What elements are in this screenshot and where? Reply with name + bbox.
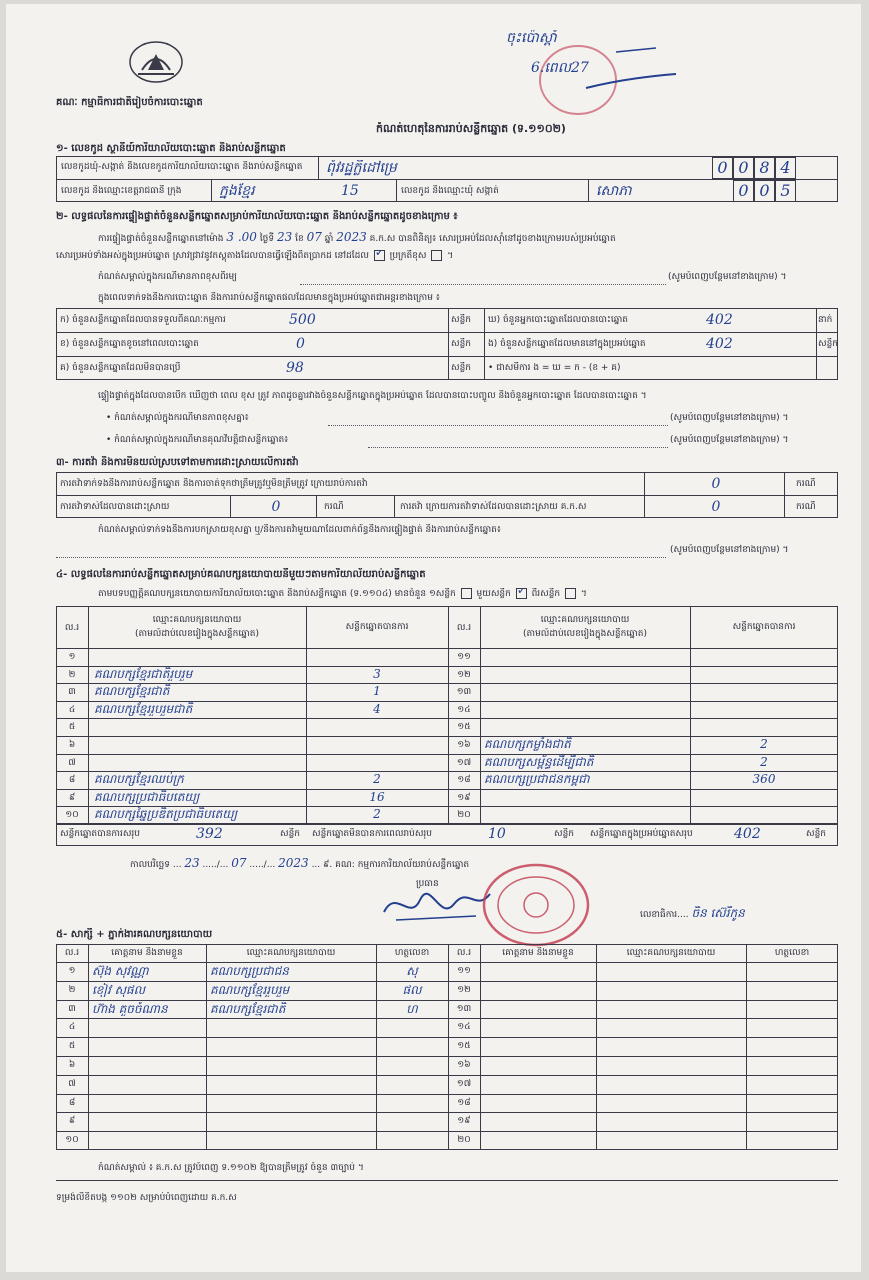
code1-digit-4: 4 (775, 157, 796, 179)
date-line: កាលបរិច្ឆេទ ... 23 ...../... 07 ...../... 2023 ... ៩. គណ: កម្មការការិយាល័យរាប់សន្លឹកឆ្នោត (130, 856, 470, 870)
count-row-c-unit: សន្លឹក (451, 363, 471, 373)
section2-line1: ការផ្ទៀងផ្ទាត់ចំនួនសន្លឹកឆ្នោតនៅម៉ោង 3 .00 ថ្ងៃទី 23 ខែ 07 ឆ្នាំ 2023 គ.ក.ស បានពិនិត្យ៖ សោរប្រអប់ដែលស៊ាំនៅដូចខាងក្រោមរបស់ប្រអប់ឆ្នោត (98, 230, 616, 244)
results-row-party: គណបក្សខ្មែរជាតិ (94, 684, 170, 699)
results-row-no: ១៤ (457, 704, 471, 715)
witness-row-signature: ផល (402, 982, 422, 997)
section1-row2-value2: សោភា (596, 183, 632, 199)
code1-digit-1: 0 (712, 157, 733, 179)
count-row-d-label: ឃ) ចំនួនអ្នកបោះឆ្នោតដែលបានបោះឆ្នោត (488, 315, 628, 325)
witness-col-no-right: ល.រ (456, 948, 472, 958)
results-row-party: គណបក្សខ្មែរឈប់ក្រ (94, 772, 184, 787)
witness-col-party-right: ឈ្មោះគណបក្សនយោបាយ (626, 948, 716, 958)
section2-line3-tail: (សូមបំពេញបន្ថែមនៅខាងក្រោម) ។ (668, 272, 787, 282)
results-col-no-right: ល.រ (456, 623, 472, 633)
total-box-label: សន្លឹកឆ្នោតក្នុងប្រអប់ឆ្នោតសរុប (590, 829, 693, 839)
count-row-a-value: 500 (289, 312, 316, 328)
check-year: 2023 (336, 230, 367, 244)
complaint-row1-label: ការតវ៉ាទាក់ទងនឹងការរាប់សន្លឹកឆ្នោត និងការចាត់ទុកថាត្រឹមត្រូវឬមិនត្រឹមត្រូវ ក្រោយរាប់ការតវ៉ា (60, 479, 368, 489)
code2-digit-1: 0 (733, 180, 754, 202)
results-col-votes-right: សន្លឹកឆ្នោតបានការ (732, 622, 796, 632)
witness-row-party: គណបក្សខ្មែររួបរួម (210, 982, 290, 997)
section2-line4: ក្នុងពេលទាក់ទងនឹងការបោះឆ្នោត និងការរាប់សន្លឹកឆ្នោតផលដែលមានក្នុងប្រអប់ឆ្នោតជាអន្តរខាងក្រោម ៖ (98, 293, 440, 303)
count-row-d-value: 402 (706, 312, 733, 328)
count-row-e-value: 402 (706, 336, 733, 352)
section2-bullet2: • កំណត់សម្គាល់ក្នុងករណីមានគុណវិបត្តិជាសន្លឹកឆ្នោត៖ (106, 435, 289, 445)
witness-row-no: ២ (68, 984, 76, 995)
count-row-c-label: គ) ចំនួនសន្លឹកឆ្នោតដែលមិនបានប្រើ (60, 363, 181, 373)
date-day: 23 (184, 856, 200, 870)
witness-col-sig-right: ហត្ថលេខា (774, 948, 810, 958)
results-row-no: ២ (68, 669, 76, 680)
seal-broken-checkbox[interactable] (431, 250, 442, 261)
results-col-party-sub-right: (តាមលំដាប់លេខរៀងក្នុងសន្លឹកឆ្នោត) (523, 629, 647, 639)
witness-row-no: ៦ (68, 1060, 76, 1070)
witness-row-signature: សុ (406, 964, 418, 978)
count-row-b-value: 0 (296, 336, 305, 352)
section2-title: ២- លទ្ធផលនៃការផ្ទៀងផ្ទាត់ចំនួនសន្លឹកឆ្នោតសម្រាប់ការិយាល័យបោះឆ្នោត និងរាប់សន្លឹកឆ្នោតដូចខាងក្រោម ៖ (56, 211, 458, 222)
results-row-no: ២០ (457, 810, 471, 821)
date-month: 07 (231, 856, 247, 870)
witness-row-no: ១ (68, 966, 76, 976)
section1-row1-label: លេខកូដឃុំ-សង្កាត់ និងលេខកូដការិយាល័យបោះឆ្នោត និងរាប់សន្លឹកឆ្នោត (61, 162, 303, 172)
results-row-no: ៩ (68, 792, 76, 803)
results-row-votes: 2 (760, 737, 768, 751)
count-row-a-label: ក) ចំនួនសន្លឹកឆ្នោតដែលបានទទួលពីគណៈកម្មការ (60, 315, 226, 325)
count-row-c-value: 98 (286, 360, 304, 376)
complaint-row2-value2: 0 (711, 499, 721, 515)
results-row-party: គណបក្សប្រជាជនកម្ពុជា (484, 772, 590, 787)
results-row-no: ៣ (68, 687, 76, 698)
section5-title: ៥- សាក្សី + ភ្នាក់ងារគណបក្សនយោបាយ (56, 929, 213, 940)
check-time: 3 .00 (226, 230, 257, 244)
witness-row-party: គណបក្សខ្មែរជាតិ (210, 1001, 286, 1016)
count-row-e-label: ង) ចំនួនសន្លឹកឆ្នោតដែលមាននៅក្នុងប្រអប់ឆ្នោត (488, 339, 646, 349)
results-row-party: គណបក្សកម្លាំងជាតិ (484, 737, 571, 751)
secretary-label: លេខាធិការ.... ចិន ស៊េរីកូន (640, 906, 745, 920)
code1-digit-3: 8 (754, 157, 775, 179)
results-col-party-left: ឈ្មោះគណបក្សនយោបាយ (152, 615, 242, 625)
witness-row-no: ១៩ (457, 1116, 471, 1127)
count-row-b-unit: សន្លឹក (451, 339, 471, 349)
witness-row-no: ៤ (68, 1022, 76, 1033)
results-row-votes: 3 (373, 666, 381, 681)
secretary-name: ចិន ស៊េរីកូន (691, 906, 745, 920)
count-row-e-unit: សន្លឹក (818, 339, 838, 349)
total-box-value: 402 (734, 826, 761, 842)
total-valid-unit: សន្លឹក (280, 829, 300, 839)
stamp-value: 6.ពេល27 (531, 60, 589, 76)
form-title: កំណត់ហេតុនៃការរាប់សន្លឹកឆ្នោត (ទ.១១០២) (376, 122, 566, 135)
witness-row-no: ១៨ (457, 1097, 471, 1108)
section2-bullet1: • កំណត់សម្គាល់ក្នុងករណីមានភាពខុសគ្នា៖ (106, 413, 249, 423)
witness-row-no: ២០ (457, 1135, 471, 1146)
count-row-d-unit: នាក់ (818, 315, 833, 325)
section1-row2-num: 15 (341, 183, 359, 199)
results-row-party: គណបក្សខ្មែររួបរួមជាតិ (94, 701, 193, 716)
results-row-no: ១៧ (456, 757, 472, 768)
results-row-no: ១៩ (457, 792, 471, 803)
witness-row-no: ១៦ (457, 1060, 471, 1070)
complaint-row2-unit: ករណី (324, 502, 344, 512)
check-day: 23 (276, 230, 293, 244)
section1-row2-value1: ក្នុងខ្មែរ (219, 183, 255, 199)
results-row-no: ១ (68, 652, 76, 662)
count-formula: • ជាសមីការ ង = ឃ = ក - (ខ + គ) (488, 363, 621, 373)
results-row-no: ៨ (68, 775, 76, 786)
section2-bullet1-tail: (សូមបំពេញបន្ថែមនៅខាងក្រោម) ។ (670, 413, 789, 423)
results-row-votes: 2 (760, 754, 768, 769)
one-sheet-checkbox[interactable] (461, 588, 472, 599)
results-row-no: ៤ (68, 704, 76, 715)
section1-title: ១- លេខកូដ ស្ថានីយ៍ការិយាល័យបោះឆ្នោត និងរាប់សន្លឹកឆ្នោត (56, 143, 286, 154)
complaint-row2-label2: ការតវ៉ា ក្រោយការតវ៉ាទាស់ដែលបានដោះស្រាយ គ.ក.ស (400, 502, 587, 512)
results-row-no: ៥ (68, 722, 76, 733)
complaint-row2-label: ការតវ៉ាទាស់ដែលបានដោះស្រាយ (60, 502, 170, 512)
witness-row-no: ៧ (68, 1078, 76, 1089)
section1-row2-label1: លេខកូដ និងឈ្មោះខេត្តរាជធានី ក្រុង (61, 186, 182, 196)
results-row-no: ១៦ (457, 740, 471, 750)
results-col-party-sub-left: (តាមលំដាប់លេខរៀងក្នុងសន្លឹកឆ្នោត) (135, 629, 259, 639)
count-row-a-unit: សន្លឹក (451, 315, 471, 325)
witness-col-name-right: គោត្តនាម និងនាមខ្លួន (502, 948, 574, 958)
section1-row2-label2: លេខកូដ និងឈ្មោះឃុំ សង្កាត់ (401, 186, 499, 196)
results-col-votes-left: សន្លឹកឆ្នោតបានការ (345, 622, 409, 632)
total-box-unit: សន្លឹក (806, 829, 826, 839)
witness-col-name-left: គោត្តនាម និងនាមខ្លួន (111, 948, 183, 958)
witness-row-name: ស៊ុង សុវណ្ណា (92, 964, 149, 978)
code2-digit-2: 0 (754, 180, 775, 202)
section1-row1-value: ពុំវរដ្ឋក្លីដៅម្រេ (326, 160, 397, 176)
witness-row-no: ៥ (68, 1041, 76, 1052)
witness-row-no: ៩ (68, 1116, 76, 1127)
witness-row-signature: ហ (406, 1001, 418, 1016)
results-row-party: គណបក្សសម្ព័ន្ធដើម្បីជាតិ (484, 754, 594, 769)
witness-col-sig-left: ហត្ថលេខា (394, 948, 430, 958)
results-row-votes: 2 (373, 807, 381, 822)
results-row-no: ១៨ (457, 775, 471, 786)
total-valid-label: សន្លឹកឆ្នោតបានការសរុប (60, 829, 140, 839)
results-row-no: ១២ (457, 669, 471, 680)
total-invalid-label: សន្លឹកឆ្នោតមិនបានការពេលរាប់សរុប (312, 829, 432, 839)
stamp-label: ចុះប៉ោស្តាំ (506, 30, 557, 46)
results-row-votes: 2 (373, 772, 381, 787)
results-row-votes: 1 (373, 684, 381, 699)
section2-bullet2-tail: (សូមបំពេញបន្ថែមនៅខាងក្រោម) ។ (670, 435, 789, 445)
section3-note-tail: (សូមបំពេញបន្ថែមនៅខាងក្រោម) ។ (670, 545, 789, 555)
section2-line3: កំណត់សម្គាល់ក្នុងករណីមានភាពខុសពីរម្យ (98, 272, 237, 282)
witness-row-no: ១៥ (457, 1041, 471, 1052)
results-row-party: គណបក្សប្រជាធិបតេយ្យ (94, 789, 200, 804)
complaint-row2-value: 0 (271, 499, 281, 515)
witness-row-no: ១៧ (456, 1078, 472, 1089)
date-year: 2023 (278, 856, 309, 870)
results-row-no: ៧ (68, 757, 76, 768)
complaint-row1-unit: ករណី (796, 479, 816, 489)
witness-row-party: គណបក្សប្រជាជន (210, 964, 289, 978)
results-col-party-right: ឈ្មោះគណបក្សនយោបាយ (540, 615, 630, 625)
total-invalid-value: 10 (488, 826, 506, 842)
section4-title: ៤- លទ្ធផលនៃការរាប់សន្លឹកឆ្នោតសម្រាប់គណបក្សនយោបាយនីមួយៗតាមការិយាល័យរាប់សន្លឹកឆ្នោត (56, 569, 426, 580)
witness-row-no: ១២ (457, 984, 471, 995)
form-page (6, 4, 861, 1272)
section4-intro: តាមបទបញ្ញត្តិគណបក្សនយោបាយការិយាល័យបោះឆ្នោត និងរាប់សន្លឹកឆ្នោត (ទ.១១០៤) មានចំនួន ១សន្លឹក មួយសន្លឹក ✓ ពីរសន្លឹក ។ (98, 588, 838, 600)
emblem-icon (128, 40, 184, 84)
total-valid-value: 392 (196, 826, 223, 842)
section5-footnote: កំណត់សម្គាល់ ៖ គ.ក.ស ត្រូវបំពេញ ទ.១១០២ ឱ្យបានត្រឹមត្រូវ ចំនួន ៣ច្បាប់ ។ (98, 1163, 364, 1173)
results-row-party: គណបក្សខ្មែរជាតិរួបរួម (94, 666, 193, 681)
more-sheet-checkbox[interactable] (565, 588, 576, 599)
official-seal (476, 860, 596, 950)
witness-row-no: ១៣ (456, 1003, 472, 1014)
witness-col-party-left: ឈ្មោះគណបក្សនយោបាយ (246, 948, 336, 958)
results-row-party: គណបក្សឆ្នៃប្រឌិតប្រជាធិបតេយ្យ (94, 807, 238, 822)
witness-row-name: ហ៊ាង គួចចំណាន (92, 1001, 168, 1016)
footer-text: ទម្រង់លិខិតបង្ក ១១០២ សម្រាប់បំពេញដោយ គ.ក.ស (56, 1193, 237, 1203)
section2-line5: ផ្ទៀងផ្ទាត់ក្នុងដែលបានបើក ឃើញថា ពេល ខុស ត្រូវ ភាពដូចគ្នារវាងចំនួនសន្លឹកឆ្នោតក្នុងប្រអប់ឆ្នោត ដែលបានបោះបញ្ចូល និងចំនួនអ្នកបោះឆ្នោត ដែលបានបោះឆ្នោត ។ (98, 391, 647, 401)
witness-row-no: ៣ (68, 1003, 76, 1014)
witness-row-no: ១០ (65, 1135, 79, 1146)
results-row-votes: 360 (752, 772, 776, 787)
president-label: ប្រធាន (416, 879, 439, 889)
results-row-no: ៦ (68, 740, 76, 750)
results-row-votes: 16 (369, 789, 385, 804)
results-col-no-left: ល.រ (64, 623, 80, 633)
section2-line2: សោរប្រអប់ទាំងអស់ក្នុងប្រអប់ឆ្នោត ស្រាវជ្រាវនូវភស្តុតាងដែលបានធ្វើឡើងពិតប្រាកដ នៅដដែល ✓ ប្រក្រតីខុស ។ (56, 250, 756, 262)
results-row-votes: 4 (373, 701, 381, 716)
seal-intact-checkbox[interactable] (374, 250, 385, 261)
complaint-row1-value: 0 (711, 476, 721, 492)
org-name: គណៈ កម្មាធិការជាតិរៀបចំការបោះឆ្នោត (56, 97, 203, 108)
code1-digit-2: 0 (733, 157, 754, 179)
section3-title: ៣- ការតវ៉ា និងការមិនយល់ស្របទៅតាមការដោះស្រាយលើការតវ៉ា (56, 457, 299, 468)
section3-note: កំណត់សម្គាល់ទាក់ទងនឹងការបកស្រាយខុសគ្នា ឬ/និងការតវ៉ាមួយណាដែលពាក់ព័ន្ធនឹងការផ្ទៀងផ្ទាត់ និងការរាប់សន្លឹកឆ្នោត៖ (98, 525, 501, 535)
results-row-no: ១១ (457, 652, 471, 662)
total-invalid-unit: សន្លឹក (554, 829, 574, 839)
witness-col-no-left: ល.រ (64, 948, 80, 958)
check-month: 07 (306, 230, 322, 244)
results-row-no: ១៥ (457, 722, 471, 733)
results-row-no: ១០ (65, 810, 79, 821)
two-sheet-checkbox[interactable] (516, 588, 527, 599)
witness-row-no: ១១ (457, 966, 471, 976)
witness-row-no: ១៤ (457, 1022, 471, 1033)
code2-digit-3: 5 (775, 180, 796, 202)
complaint-row2-unit2: ករណី (796, 502, 816, 512)
witness-row-name: ខៀវ សុផល (92, 982, 146, 997)
count-row-b-label: ខ) ចំនួនសន្លឹកឆ្នោតខូចនៅពេលបោះឆ្នោត (60, 339, 199, 349)
results-row-no: ១៣ (456, 687, 472, 698)
witness-row-no: ៨ (68, 1097, 76, 1108)
